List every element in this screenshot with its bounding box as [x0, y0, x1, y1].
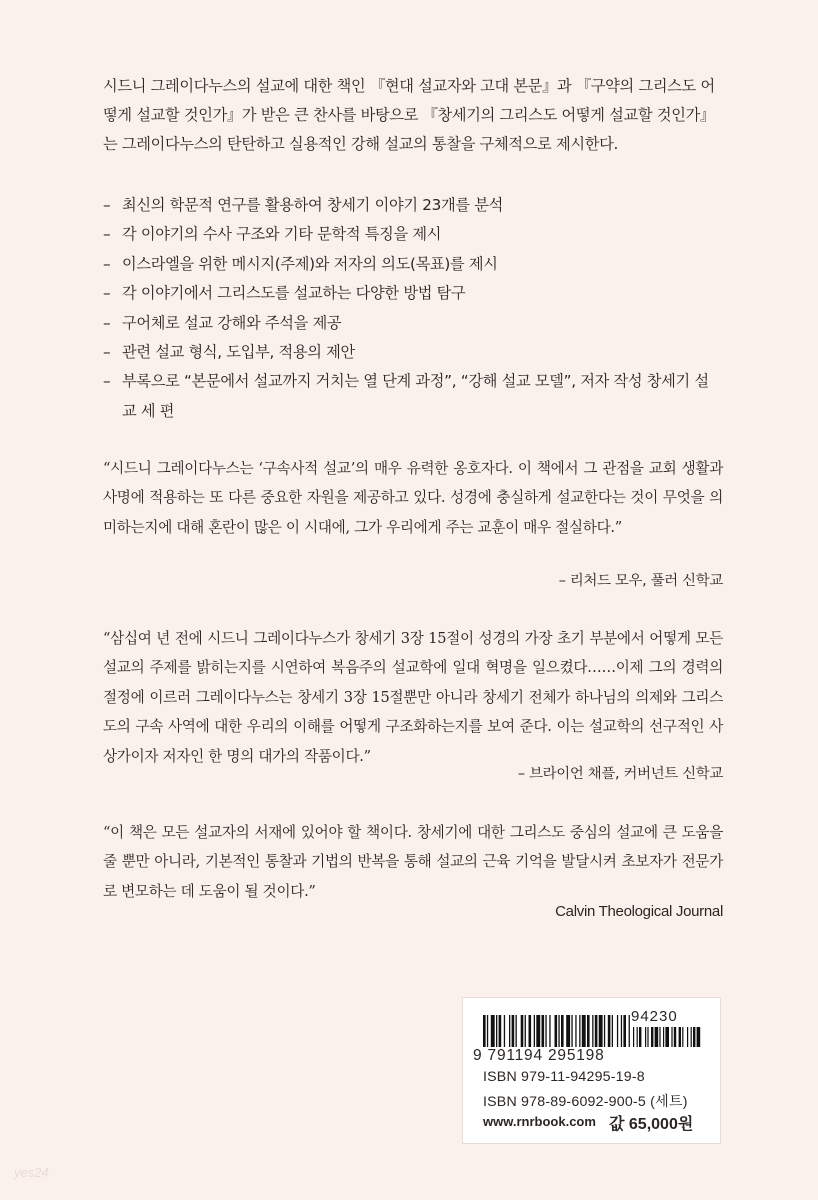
barcode-bar: [595, 1015, 598, 1047]
barcode-bar: [504, 1015, 505, 1047]
barcode-bar: [496, 1015, 497, 1047]
price-label: 값 65,000원: [609, 1116, 694, 1133]
bullet-dash: –: [103, 225, 111, 244]
endorsement-quote-chapell: “삼십여 년 전에 시드니 그레이다누스가 창세기 3장 15절이 성경의 가장 초기 부분에서 어떻게 모든 설교의 주제를 밝히는지를 시연하여 복음주의 설교학에 일대 혁명을 일으켰다……이제 그의 경력의 절정에 이르러 그레이다누스는 창세기 3장 15절뿐만 아니라 창세기 전체가 하나님의 의제와 그리스도의 구속 사역에 대한 우리의 이해를 어떻게 구조화하는지를 보여 준다. 이는 설교학의 선구적인 사상가이자 저자인 한 명의 대가의 작품이다.”: [103, 630, 723, 765]
endorsement-quote-mouw: “시드니 그레이다누스는 ‘구속사적 설교’의 매우 유력한 옹호자다. 이 책에서 그 관점을 교회 생활과 사명에 적용하는 또 다른 중요한 자원을 제공하고 있다. 성경에 충실하게 설교한다는 것이 무엇을 의미하는지에 대해 혼란이 많은 이 시대에, 그가 우리에게 주는 교훈이 매우 절실하다.”: [103, 460, 723, 536]
barcode-ean-digits: 9 791194 295198: [473, 1047, 605, 1064]
list-item: [103, 338, 723, 367]
barcode-bar: [599, 1015, 603, 1047]
barcode-addon-bar: [682, 1027, 683, 1047]
barcode-bar: [499, 1015, 502, 1047]
barcode-addon-bar: [697, 1027, 701, 1047]
barcode-bar: [571, 1015, 572, 1047]
barcode-addon-bar: [647, 1027, 648, 1047]
barcode-bar: [587, 1015, 590, 1047]
list-item-text: 구어체로 설교 강해와 주석을 제공: [122, 313, 342, 332]
isbn-number: ISBN 979-11-94295-19-8: [483, 1069, 645, 1085]
barcode-addon-bar: [655, 1027, 659, 1047]
barcode-addon-bar: [679, 1027, 681, 1047]
list-item-text: 이스라엘을 위한 메시지(주제)와 저자의 의도(목표)를 제시: [122, 254, 498, 273]
barcode-bar: [542, 1015, 545, 1047]
bullet-dash: –: [103, 254, 111, 273]
barcode-addon-bar: [651, 1027, 653, 1047]
bullet-dash: –: [103, 196, 111, 214]
bullet-dash: –: [103, 284, 111, 303]
barcode-bar: [629, 1015, 630, 1047]
barcode-addon-number: 94230: [631, 1008, 678, 1025]
barcode-bar: [575, 1015, 576, 1047]
bullet-dash: –: [103, 343, 111, 362]
barcode-bar: [491, 1015, 495, 1047]
barcode-addon-bar: [663, 1027, 664, 1047]
barcode-addon-bar: [645, 1027, 646, 1047]
barcode-bar: [536, 1015, 540, 1047]
barcode-bar: [561, 1015, 564, 1047]
feature-list: [103, 191, 723, 426]
barcode-bar: [545, 1015, 546, 1047]
bullet-dash: –: [103, 313, 111, 332]
isbn-set-number: ISBN 978-89-6092-900-5 (세트): [483, 1094, 688, 1110]
barcode-bar: [566, 1015, 570, 1047]
barcode-addon-bar: [633, 1027, 634, 1047]
barcode-bar: [582, 1015, 586, 1047]
list-item: [103, 250, 723, 279]
barcode-bar: [558, 1015, 559, 1047]
barcode-addon-bar: [637, 1027, 638, 1047]
list-item-text: 최신의 학문적 연구를 활용하여 창세기 이야기 23개를 분석: [122, 196, 503, 214]
barcode-bar: [483, 1015, 486, 1047]
barcode-addon-bar: [693, 1027, 695, 1047]
intro-paragraph: 시드니 그레이다누스의 설교에 대한 책인 『현대 설교자와 고대 본문』과 『구약의 그리스도 어떻게 설교할 것인가』가 받은 큰 찬사를 바탕으로 『창세기의 그리스도 어떻게 설교할 것인가』는 그레이다누스의 탄탄하고 실용적인 강해 설교의 통찰을 구체적으로 제시한다.: [103, 77, 715, 153]
list-item: [103, 367, 723, 426]
barcode-bar: [555, 1015, 558, 1047]
barcode-addon-bar: [671, 1027, 672, 1047]
list-item-text: 부록으로 “본문에서 설교까지 거치는 열 단계 과정”, “강해 설교 모델”, 저자 작성 창세기 설교 세 편: [122, 372, 709, 420]
endorsement-quote-journal: “이 책은 모든 설교자의 서재에 있어야 할 책이다. 창세기에 대한 그리스도 중심의 설교에 큰 도움을 줄 뿐만 아니라, 기본적인 통찰과 기법의 반복을 통해 설교의 근육 기억을 발달시켜 초보자가 전문가로 변모하는 데 도움이 될 것이다.”: [103, 824, 723, 900]
barcode-addon-bar: [687, 1027, 688, 1047]
list-item-text: 각 이야기에서 그리스도를 설교하는 다양한 방법 탐구: [122, 284, 466, 303]
watermark: yes24: [14, 1165, 49, 1180]
publisher-website: www.rnrbook.com: [483, 1114, 596, 1129]
bullet-dash: –: [103, 372, 111, 391]
barcode-addon-bar: [674, 1027, 676, 1047]
barcode-bar: [509, 1015, 510, 1047]
barcode-bar: [529, 1015, 532, 1047]
barcode-bar: [608, 1015, 611, 1047]
barcode-bar: [512, 1015, 515, 1047]
barcode-bar: [525, 1015, 526, 1047]
endorsement-attribution-chapell: – 브라이언 채플, 커버넌트 신학교: [517, 766, 723, 782]
list-item: [103, 309, 723, 338]
barcode-panel: [462, 997, 721, 1144]
list-item: [103, 191, 723, 220]
barcode-bar: [487, 1015, 488, 1047]
list-item-text: 각 이야기의 수사 구조와 기타 문학적 특징을 제시: [122, 225, 442, 244]
endorsement-attribution-journal: Calvin Theological Journal: [555, 903, 723, 920]
barcode-bar: [604, 1015, 605, 1047]
barcode-bar: [621, 1015, 622, 1047]
barcode-bar: [617, 1015, 618, 1047]
barcode-bar: [592, 1015, 593, 1047]
barcode-bar: [579, 1015, 580, 1047]
barcode-addon-bar: [691, 1027, 692, 1047]
endorsement-attribution-mouw: – 리처드 모우, 풀러 신학교: [558, 573, 723, 589]
list-item: [103, 220, 723, 249]
barcode-addon-bar: [665, 1027, 669, 1047]
barcode-bar: [549, 1015, 550, 1047]
barcode-bar: [516, 1015, 517, 1047]
barcode-bar: [623, 1015, 626, 1047]
barcode-addon-bar: [659, 1027, 660, 1047]
list-item: [103, 279, 723, 308]
barcode-bar: [612, 1015, 613, 1047]
barcode-bar: [521, 1015, 524, 1047]
barcode-addon-bar: [639, 1027, 641, 1047]
list-item-text: 관련 설교 형식, 도입부, 적용의 제안: [122, 343, 355, 362]
barcode-bar: [534, 1015, 535, 1047]
